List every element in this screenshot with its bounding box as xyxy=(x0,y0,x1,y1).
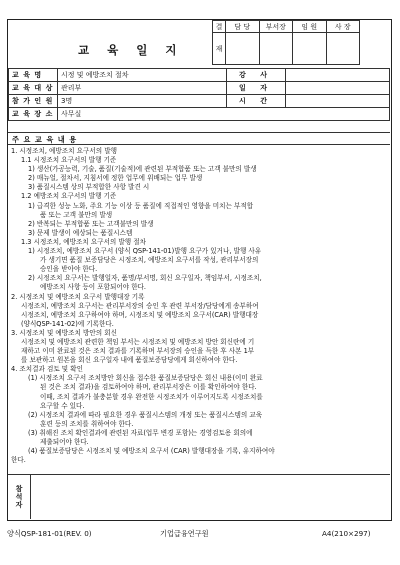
content-line: 1.3 시정조치, 예방조치 요구서의 발행 절차 xyxy=(21,237,146,246)
content-line: 재하고 이미 완료된 것은 조치 결과를 기록하며 부서장의 승인을 득한 후 사본 1부 xyxy=(21,347,255,356)
info-row xyxy=(9,69,390,82)
content-line: 3) 품질시스템 상의 부적합한 사항 발견 시 xyxy=(28,183,150,192)
content-line: 1.2 예방조치 요구서의 발행 기준 xyxy=(21,192,117,201)
time-label: 시 간 xyxy=(227,95,286,108)
content-line: (1) 시정조치 요구서 조치방안 회신을 접수한 품질보증담당은 회신 내용(이미 완료 xyxy=(28,374,263,383)
content-line: 시정조치 및 예방조치 관련한 책임 부서는 시정조치 및 예방조치 방안 회신란에 기 xyxy=(21,337,255,346)
approval-side-top: 결 xyxy=(213,21,226,33)
approval-role-ceo: 사 장 xyxy=(326,21,360,33)
target-value[interactable]: 관리부 xyxy=(58,82,227,95)
content-line: (4) 품질보증담당은 시정조치 및 예방조치 요구서 (CAR) 발행대장을 기록, 유지하여야 xyxy=(28,447,275,456)
content-line: 훈련 등의 조치를 취하여야 한다. xyxy=(40,419,134,428)
info-row xyxy=(9,82,390,95)
attendees-label: 참석자 xyxy=(8,475,31,519)
content-line: 된 것은 조치 결과)을 검토하여야 하며, 관리부서장은 이를 확인하여야 한다. xyxy=(40,383,257,392)
info-row xyxy=(9,108,390,121)
date-value[interactable] xyxy=(286,82,390,95)
place-label: 교 육 장 소 xyxy=(9,108,58,121)
footer-form-code: 양식QSP-181-01(REV. 0) xyxy=(7,529,92,538)
approval-role-dept-head: 부서장 xyxy=(259,21,293,33)
content-line: 1) 시정조치, 예방조치 요구서 (양식 QSP-141-01)발행 요구가 있거나, 발행 사유 xyxy=(28,247,262,256)
approval-sign-box[interactable] xyxy=(326,33,360,65)
content-line: 2) 시정조치 요구서는 발행일자, 품명/부서명, 회신 요구일자, 책임부서, 시정조치, xyxy=(28,274,262,283)
content-line: 2) 반복되는 부적합품 또는 고객불만의 발생 xyxy=(28,219,154,228)
content-line: 시정조치, 예방조치 요구하여야 하며, 시정조치 및 예방조치 요구서(CAR) 발행대장 xyxy=(21,310,259,319)
document-title: 교 육 일 지 xyxy=(78,43,184,57)
instructor-value[interactable] xyxy=(286,69,390,82)
approval-role-staff: 담 당 xyxy=(226,21,260,33)
target-label: 교 육 대 상 xyxy=(9,82,58,95)
content-line: 품 또는 고객 불만의 발생 xyxy=(40,210,113,219)
content-line: (양식QSP-141-02)에 기록한다. xyxy=(21,319,114,328)
info-table xyxy=(8,68,390,121)
content-line: 1. 시정조치, 예방조치 요구서의 발행 xyxy=(11,147,117,155)
content-line: 3. 시정조치 및 예방조치 방안의 회신 xyxy=(11,328,117,337)
place-value[interactable]: 사무실 xyxy=(58,108,390,121)
footer-paper-size: A4(210×297) xyxy=(322,529,371,538)
content-line: 2) 매뉴얼, 절차서, 지침서에 정한 업무에 위배되는 업무 발생 xyxy=(28,174,203,183)
instructor-label: 강 사 xyxy=(227,69,286,82)
content-line: 1.1 시정조치 요구서의 발행 기준 xyxy=(21,156,117,165)
content-line: 예방조치 사항 등이 포함되어야 한다. xyxy=(40,283,147,292)
info-row xyxy=(9,95,390,108)
approval-sign-box[interactable] xyxy=(226,33,260,65)
content-line: 4. 조치결과 검토 및 확인 xyxy=(11,365,84,374)
content-line: 2. 시정조치 및 예방조치 요구서 발행대장 기록 xyxy=(11,292,145,301)
date-label: 일 자 xyxy=(227,82,286,95)
content-line: 3) 문제 발생이 예상되는 품질시스템 xyxy=(28,228,133,237)
time-value[interactable] xyxy=(286,95,390,108)
content-line: 가 생기면 품질 보증담당은 시정조치, 예방조치 요구서를 작성, 관리부서장의 xyxy=(40,256,259,265)
approval-grid xyxy=(212,20,360,65)
content-line: (2) 시정조치 결과에 따라 필요한 경우 품질시스템의 개정 또는 품질시스템의 교육 xyxy=(28,410,263,419)
content-line: 이때, 조치 결과가 불충분할 경우 완전한 시정조치가 이루어지도록 시정조치를 xyxy=(40,392,263,401)
approval-sign-box[interactable] xyxy=(259,33,293,65)
content-line: 시정조치, 예방조치 요구서는 관리부서장의 승인 후 관련 부서장/담당에게 송부하여 xyxy=(21,301,259,310)
attendee-count-label: 참 가 인 원 xyxy=(9,95,58,108)
section-header: 주 요 교 육 내 용 xyxy=(8,132,390,145)
content-line: (3) 취해진 조치 확인결과에 관련된 자료(업무 변경 포함)는 경영검토용 회의에 xyxy=(28,428,253,437)
attendees-box[interactable] xyxy=(8,474,390,519)
course-name-value[interactable]: 시정 및 예방조치 절차 xyxy=(58,69,227,82)
attendee-count-value[interactable]: 3명 xyxy=(58,95,227,108)
content-line: 1) 급격한 성능 노화, 주요 기능 이상 등 품질에 직접적인 영향을 미치는 부적합 xyxy=(28,201,254,210)
content-line: 승인을 받아야 한다. xyxy=(40,265,98,274)
footer-organization: 기업급융연구원 xyxy=(160,529,209,538)
content-line: 한다. xyxy=(11,456,26,465)
content-body xyxy=(11,147,389,465)
content-line: 를 보관하고 원본을 회신 요구일자 내에 품질보증담당에게 회신하여야 한다. xyxy=(21,356,238,365)
content-line: 1) 생산(가공능력, 기술, 품질(기술적)에 관련된 부적합품 또는 고객 불만의 발생 xyxy=(28,165,257,174)
content-line: 요구할 수 있다. xyxy=(40,401,85,410)
approval-role-executive: 임 원 xyxy=(293,21,327,33)
content-line: 제출되어야 한다. xyxy=(40,438,89,446)
approval-side-bottom: 재 xyxy=(213,33,226,65)
approval-sign-box[interactable] xyxy=(293,33,327,65)
course-name-label: 교 육 명 xyxy=(9,69,58,82)
document-sheet xyxy=(7,19,392,521)
